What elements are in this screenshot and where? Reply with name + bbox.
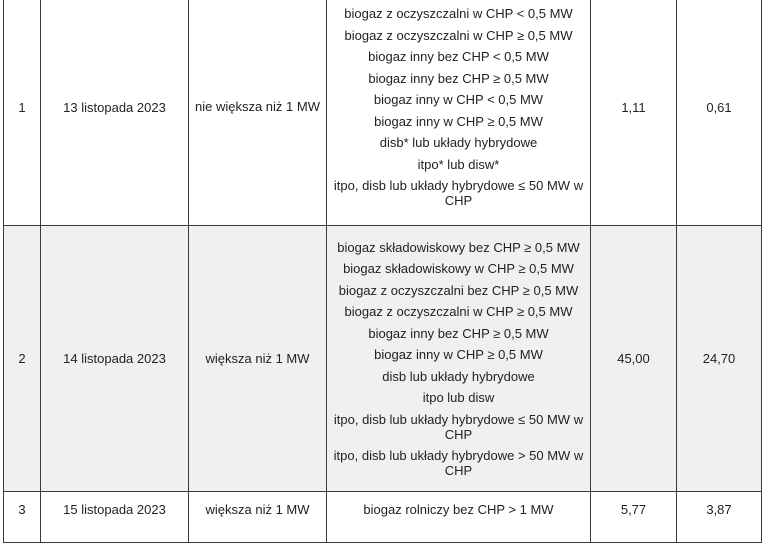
installation-type: biogaz inny bez CHP ≥ 0,5 MW [368,325,549,341]
value-1: 5,77 [591,492,677,543]
auction-date: 14 listopada 2023 [41,226,189,492]
table-row [4,492,762,543]
value-2: 24,70 [677,226,762,492]
auction-date: 13 listopada 2023 [41,0,189,226]
row-number: 2 [4,226,41,492]
capacity-range: większa niż 1 MW [189,492,327,543]
installation-types-cell [327,0,591,226]
installation-type: biogaz składowiskowy bez CHP ≥ 0,5 MW [337,239,580,255]
installation-type: itpo* lub disw* [417,156,500,172]
value-2: 3,87 [677,492,762,543]
value-1: 1,11 [591,0,677,226]
installation-type: biogaz inny bez CHP < 0,5 MW [368,49,549,64]
row-number: 3 [4,492,41,543]
installation-types-cell [327,492,591,543]
installation-type: biogaz z oczyszczalni w CHP ≥ 0,5 MW [344,27,573,43]
row-number: 1 [4,0,41,226]
installation-type: itpo, disb lub układy hybrydowe > 50 MW w CHP [333,447,584,478]
auction-date: 15 listopada 2023 [41,492,189,543]
auction-schedule-table [3,0,762,543]
installation-type: itpo, disb lub układy hybrydowe ≤ 50 MW w CHP [333,411,584,442]
table-row [4,0,762,226]
installation-types-cell [327,226,591,492]
installation-type: biogaz inny w CHP ≥ 0,5 MW [374,347,543,362]
installation-type: biogaz inny w CHP < 0,5 MW [373,92,544,107]
capacity-range: większa niż 1 MW [189,226,327,492]
capacity-range: nie większa niż 1 MW [189,0,327,226]
installation-type: biogaz składowiskowy w CHP ≥ 0,5 MW [343,261,574,276]
table-row [4,226,762,492]
installation-type: biogaz rolniczy bez CHP > 1 MW [363,502,554,517]
installation-type: biogaz z oczyszczalni w CHP < 0,5 MW [344,6,573,21]
installation-type: itpo lub disw [422,390,495,405]
installation-type: biogaz inny w CHP ≥ 0,5 MW [374,113,543,129]
installation-type: disb lub układy hybrydowe [382,368,535,384]
installation-type: disb* lub układy hybrydowe [379,135,538,150]
installation-type: itpo, disb lub układy hybrydowe ≤ 50 MW w CHP [333,178,584,208]
installation-type: biogaz inny bez CHP ≥ 0,5 MW [368,70,549,86]
installation-type: biogaz z oczyszczalni bez CHP ≥ 0,5 MW [338,282,579,298]
value-1: 45,00 [591,226,677,492]
value-2: 0,61 [677,0,762,226]
installation-type: biogaz z oczyszczalni w CHP ≥ 0,5 MW [344,304,573,319]
